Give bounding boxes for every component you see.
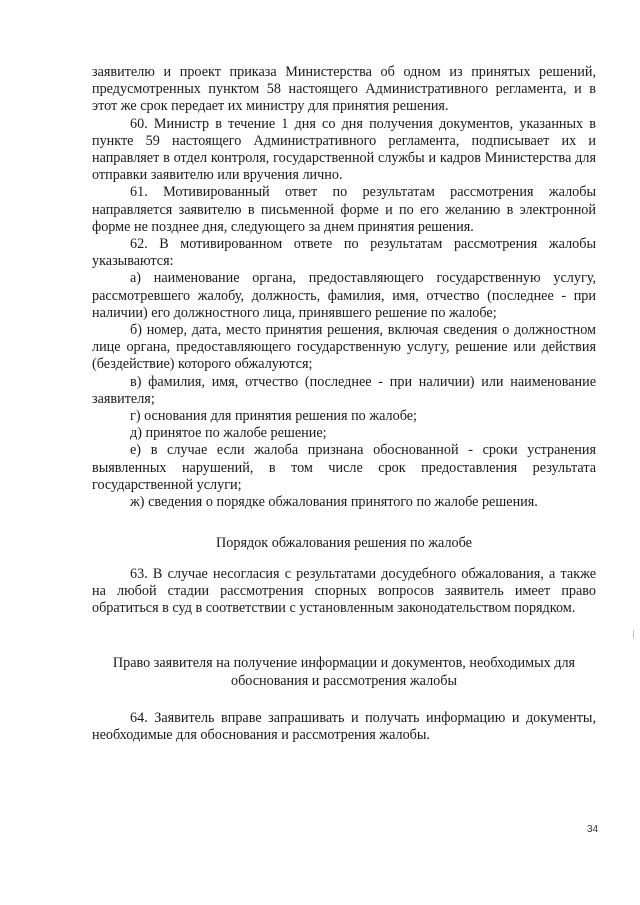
paragraph-63: 63. В случае несогласия с результатами досудебного обжалования, а также на любой стадии рассмотрения спорных вопросов заявитель имеет право обратиться в суд в соответствии с установленным законодательством порядком. (92, 566, 596, 617)
text-block-63 (92, 566, 596, 618)
list-item-d: д) принятое по жалобе решение; (130, 425, 327, 442)
scan-artifact (633, 630, 634, 638)
list-item-a: а) наименование органа, предоставляющего государственную услугу, рассмотревшего жалобу, должность, фамилия, имя, отчество (последнее - при наличии) его должностного лица, принявшего решение по жалобе; (92, 270, 596, 321)
paragraph-continuation: заявителю и проект приказа Министерства об одном из принятых решений, предусмотренных пунктом 58 настоящего Административного регламента, и в этот же срок передает их министру для принятия решения. (92, 64, 596, 115)
section-heading-appeal: Порядок обжалования решения по жалобе (216, 535, 472, 551)
paragraph-62: 62. В мотивированном ответе по результатам рассмотрения жалобы указываются: (92, 236, 596, 270)
list-item-zh: ж) сведения о порядке обжалования принятого по жалобе решения. (130, 494, 538, 511)
list-item-g: г) основания для принятия решения по жалобе; (130, 408, 417, 425)
list-item-e: е) в случае если жалоба признана обоснованной - сроки устранения выявленных нарушений, в том числе срок предоставления результата государственной услуги; (92, 442, 596, 493)
paragraph-64: 64. Заявитель вправе запрашивать и получать информацию и документы, необходимые для обоснования и рассмотрения жалобы. (92, 710, 596, 744)
paragraph-60: 60. Министр в течение 1 дня со дня получения документов, указанных в пункте 59 настоящего Административного регламента, подписывает их и направляет в отдел контроля, государственной службы и кадров Министерства для отправки заявителю или вручения лично. (92, 115, 596, 184)
list-item-v: в) фамилия, имя, отчество (последнее - при наличии) или наименование заявителя; (92, 373, 596, 407)
page-number: 34 (587, 824, 599, 835)
paragraph-61: 61. Мотивированный ответ по результатам рассмотрения жалобы направляется заявителю в письменной форме и по его желанию в электронной форме не позднее дня, следующего за днем принятия решения. (92, 184, 596, 235)
list-item-b: б) номер, дата, место принятия решения, включая сведения о должностном лице органа, предоставляющего государственную услугу, решение или действия (бездействие) которого обжалуются; (92, 322, 596, 373)
text-block-top (92, 64, 596, 511)
section-heading-right-to-info: Право заявителя на получение информации и документов, необходимых для обоснования и рассмотрения жалобы (112, 655, 576, 689)
text-block-64 (92, 710, 596, 744)
